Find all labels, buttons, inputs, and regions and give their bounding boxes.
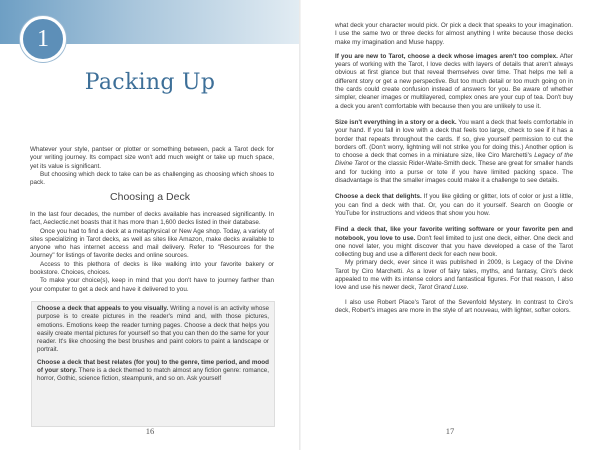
right-body-text [335, 22, 573, 315]
callout-lead: Choose a deck that appeals to you visually. [37, 305, 169, 312]
body-text-span: . [466, 284, 469, 292]
tip-text: If you like gilding or glitter, lots of color or just a little, you can find a deck with that. Or, you can do it yourself. Search on Google or YouTube for instructions and videos that show you how. [335, 193, 573, 217]
deck-title: Legacy of the Divine Tarot [335, 152, 574, 168]
body-paragraph [335, 259, 573, 292]
callout-paragraph [37, 305, 269, 355]
chapter-number-badge: 1 [20, 16, 66, 62]
body-text-span: My primary deck, ever since it was published in 2009, is Legacy of the Divine Tarot by Ciro Marchetti. As a lover of fairy tales, myths, and fantasy, Ciro's deck appealed to me with its intense colors and fantastical figures. For that reason, I also love and use his newer deck, [335, 259, 573, 292]
deck-title: Tarot Grand Luxe [417, 284, 467, 292]
body-text [30, 211, 274, 294]
right-page [300, 0, 600, 450]
body-paragraph [335, 193, 573, 218]
body-paragraph [335, 119, 573, 185]
callout-paragraph [37, 359, 269, 384]
body-paragraph [335, 226, 573, 259]
body-paragraph: Once you had to find a deck at a metaphysical or New Age shop. Today, a variety of sites specializing in Tarot decks, as well as sites like Amazon, make decks available to anyone who has internet access and mail delivery. Refer to "Resources for the Journey" for listings of favorite decks and online sources. [30, 227, 274, 260]
tips-callout-box [31, 301, 275, 427]
tip-lead: Size isn't everything in a story or a deck. [335, 118, 457, 126]
tip-lead: If you are new to Tarot, choose a deck whose images aren't too complex. [335, 52, 558, 60]
tip-text: After years of working with the Tarot, I love decks with layers of details that aren't always obvious at first glance but that reveal themselves over time. That helps me tell a different story or get a new perspective. But too much detail or too much going on in the cards could create confusion instead of answers for you. Be aware of whether simpler, cleaner images or multilayered, complex ones are your cup of tea. Don't buy a deck you aren't comfortable with because then you are unlikely to use it. [335, 52, 573, 110]
tip-text: or the classic Rider-Waite-Smith deck. These are great for smaller hands and for tucking into a purse or tote if you have limited packing space. The disadvantage is that the smaller images could make it a challenge to see details. [335, 160, 573, 185]
callout-text: Writing a novel is an activity whose purpose is to create pictures in the reader's mind and, with those pictures, emotions. Emotions keep the reader turning pages. Choose a deck that helps you easily create mental pictures for yourself so that you can then do the same for your reader. It's like choosing the best brushes and paint colors to paint a landscape or portrait. [37, 305, 269, 354]
page-number-right: 17 [445, 426, 455, 436]
body-paragraph: what deck your character would pick. Or pick a deck that speaks to your imagination. I use the same two or three decks for almost anything I write because those decks make my imagination and Muse happy. [335, 22, 573, 46]
body-paragraph [335, 53, 573, 111]
body-paragraph: In the last four decades, the number of decks available has increased significantly. In fact, Aeclectic.net boasts that it has more than 1,600 decks listed in their database. [30, 211, 274, 227]
body-paragraph: I also use Robert Place's Tarot of the Sevenfold Mystery. In contrast to Ciro's deck, Robert's images are more in the style of art nouveau, with lighter, softer colors. [335, 298, 573, 314]
page-number-left: 16 [145, 426, 155, 436]
tip-text: Don't feel limited to just one deck, either. One deck and one novel later, you might discover that you have developed a case of the Tarot collecting bug and use a different deck for each new book. [335, 234, 573, 259]
body-paragraph: Access to this plethora of decks is like walking into your favorite bakery or bookstore. Choices, choices. [30, 260, 274, 277]
intro-paragraph: But choosing which deck to take can be as challenging as choosing which shoes to pack. [30, 170, 274, 187]
callout-lead: Choose a deck that best relates (for you) to the genre, time period, and mood of your story. [37, 358, 269, 375]
body-paragraph: To make your choice(s), keep in mind that you don't have to journey farther than your computer to get a deck and have it delivered to you. [30, 277, 274, 293]
tip-lead: Choose a deck that delights. [335, 193, 422, 201]
intro-text [30, 146, 274, 187]
section-heading: Choosing a Deck [110, 191, 190, 203]
tip-lead: Find a deck that, like your favorite writing software or your favorite pen and notebook, you love to use. [335, 226, 573, 242]
callout-text: There is a deck themed to match almost any fiction genre: romance, horror, Gothic, science fiction, steampunk, and so on. Ask yourself [37, 367, 269, 383]
intro-paragraph: Whatever your style, pantser or plotter or something between, pack a Tarot deck for your writing journey. Its compact size won't add much weight or take up much space, yet its value is significant. [30, 146, 274, 170]
chapter-title: Packing Up [84, 70, 216, 95]
tip-text: You want a deck that feels comfortable in your hand. If you fall in love with a deck that feels too large, check to see if it has a border that repeats throughout the cards. If so, give yourself permission to cut the borders off. (Don't worry, lightning will not strike you for doing this.) Another option is to choose a deck that comes in a miniature size, like Ciro Marchetti's [335, 118, 573, 160]
